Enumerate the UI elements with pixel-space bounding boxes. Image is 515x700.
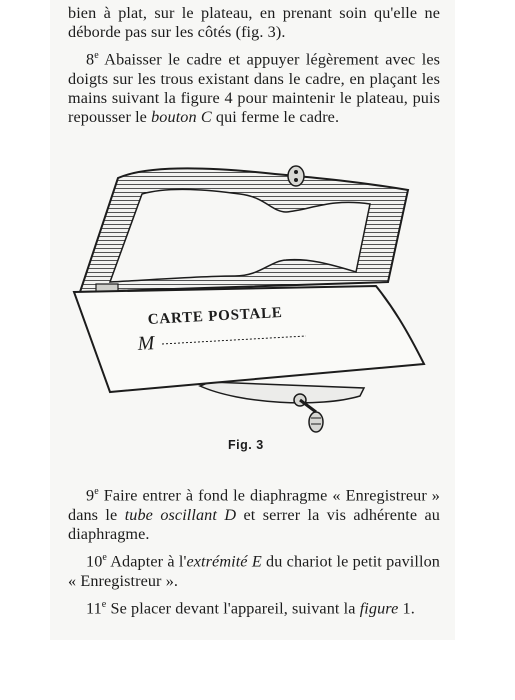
text-block-bottom: [68, 482, 440, 618]
ordinal-suffix: e: [94, 486, 99, 497]
ordinal-suffix: e: [102, 552, 107, 563]
paragraph-text: Faire entrer à fond le diaphragme « Enregistreur » dans le: [68, 486, 440, 524]
lid-knob: [288, 166, 304, 186]
paragraph-text: Abaisser le cadre et appuyer légèrement avec les doigts sur les trous existant dans le cadre, en plaçant les mains suivant la figure 4 pour maintenir le plateau, puis repousser le: [68, 50, 440, 127]
paragraph-text: 1.: [398, 599, 415, 618]
paragraph-11: [68, 595, 440, 619]
ordinal-suffix: e: [101, 598, 107, 610]
paragraph-text: qui ferme le cadre.: [211, 108, 340, 127]
paragraph-8: [68, 46, 440, 127]
paragraph-continuation: bien à plat, sur le plateau, en prenant soin qu'elle ne déborde pas sur les côtés (fig. 3).: [68, 4, 440, 42]
paragraph-9: [68, 482, 440, 544]
button-c: [309, 412, 323, 432]
italic-term: extrémité E: [186, 552, 262, 571]
frame-and-tray-drawing: [60, 160, 460, 440]
paragraph-number: 9: [86, 486, 95, 505]
postcard-title: CARTE POSTALE: [147, 304, 284, 328]
postcard-initial: M: [137, 332, 155, 355]
italic-term: figure: [359, 599, 399, 618]
paragraph-number: 10: [86, 552, 103, 571]
paragraph-text: du chariot le petit pavillon « Enregistreur ».: [68, 552, 440, 590]
italic-term: tube oscillant D: [124, 505, 237, 524]
italic-term: bouton C: [151, 108, 212, 127]
paragraph-number: 8: [86, 50, 95, 69]
tray-base: [200, 382, 364, 403]
text-block-top: [68, 4, 440, 128]
figure-3-illustration: [60, 160, 460, 440]
ordinal-suffix: e: [94, 50, 99, 62]
paragraph-text: et serrer la vis adhérente au diaphragme.: [68, 505, 440, 543]
figure-caption: Fig. 3: [228, 438, 264, 452]
paragraph-number: 11: [86, 599, 102, 618]
paragraph-text: Adapter à l': [106, 552, 187, 571]
paragraph-10: [68, 548, 440, 591]
paragraph-text: Se placer devant l'appareil, suivant la: [106, 599, 360, 618]
postcard: [74, 286, 424, 392]
